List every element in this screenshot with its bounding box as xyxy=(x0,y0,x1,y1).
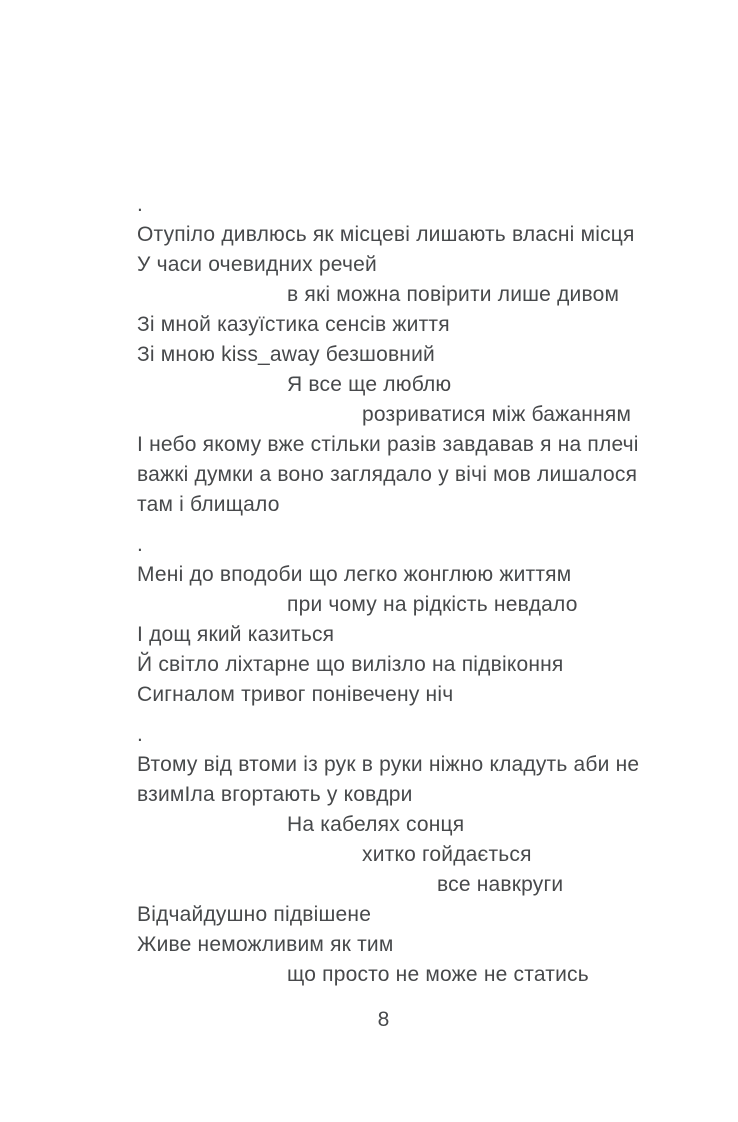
stanza xyxy=(137,190,639,520)
poem-line: У часи очевидних речей xyxy=(137,253,377,276)
poem-line: що просто не може не статись xyxy=(287,963,589,986)
poem-line: Живе неможливим як тим xyxy=(137,933,394,956)
poem-line: в які можна повірити лише дивом xyxy=(287,283,620,306)
poem-line: Зі мною kiss_away безшовний xyxy=(137,343,435,366)
stanza xyxy=(137,530,630,710)
poem-line: Відчайдушно підвішене xyxy=(137,903,372,926)
poem-line: розриватися між бажанням xyxy=(362,403,632,426)
stanza-separator-dot: . xyxy=(137,533,144,556)
poem-line: при чому на рідкість невдало xyxy=(287,593,578,616)
stanza-separator-dot: . xyxy=(137,723,144,746)
stanza-separator-dot: . xyxy=(137,193,144,216)
poem-line: Мені до вподоби що легко жонглюю життям xyxy=(137,563,572,586)
poem-line: Втому від втоми із рук в руки ніжно кладуть аби не xyxy=(137,753,640,776)
poem-line: Й світло ліхтарне що вилізло на підвіконня xyxy=(137,653,564,676)
poem-line: Сигналом тривог понівечену ніч xyxy=(137,683,454,706)
poem-line: І небо якому вже стільки разів завдавав я на плечі xyxy=(137,433,639,456)
poem-line: важкі думки а воно заглядало у вічі мов лишалося xyxy=(137,463,638,486)
poem-body xyxy=(137,190,640,990)
poem-line: На кабелях сонця xyxy=(287,813,465,836)
stanza xyxy=(137,720,640,990)
poem-line: хитко гойдається xyxy=(362,843,532,866)
poem-line: взимІла вгортають у ковдри xyxy=(137,783,413,806)
poem-line: Отупіло дивлюсь як місцеві лишають власні місця xyxy=(137,223,635,246)
poem-line: І дощ який казиться xyxy=(137,623,335,646)
poem-line: Я все ще люблю xyxy=(287,373,452,396)
poem-line: Зі мной казуїстика сенсів життя xyxy=(137,313,450,336)
poem-line: все навкруги xyxy=(437,873,564,896)
poem-line: там і блищало xyxy=(137,493,280,516)
page-number: 8 xyxy=(377,1008,390,1031)
